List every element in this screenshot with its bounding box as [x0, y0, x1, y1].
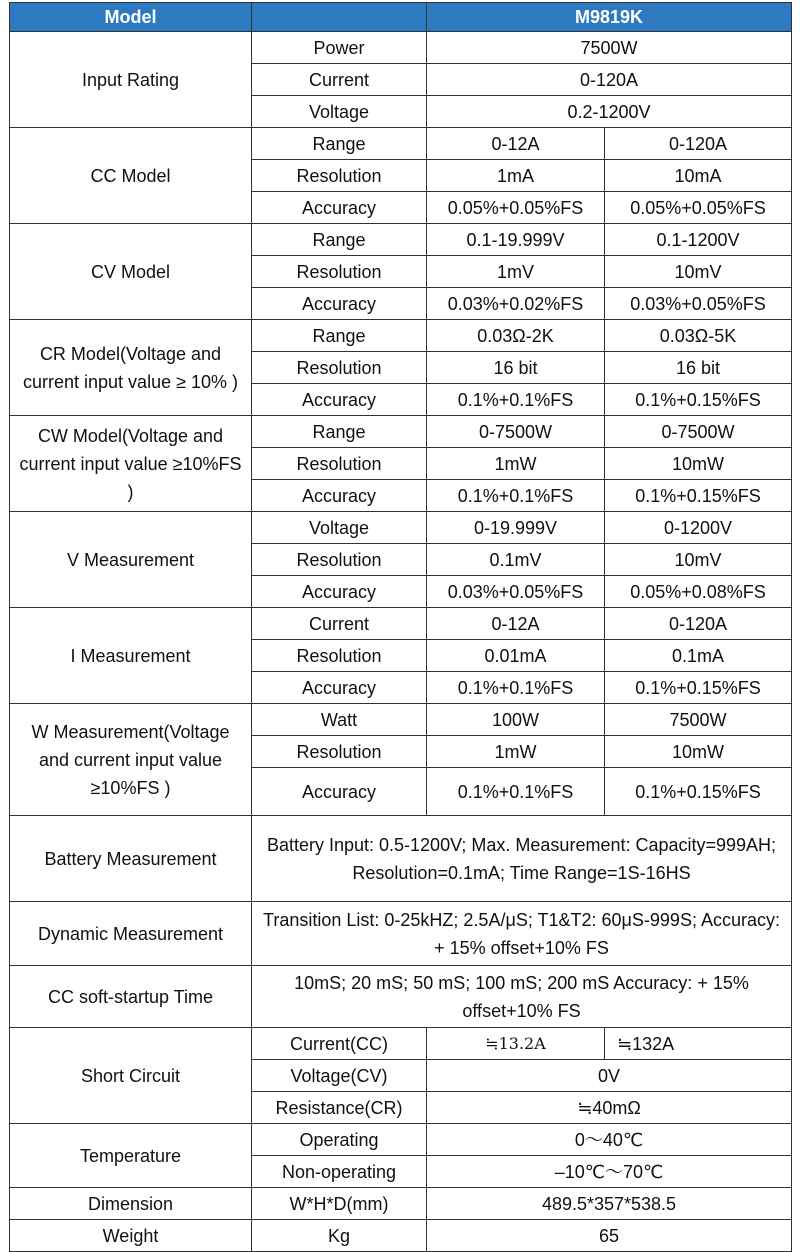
- dynamic-measurement-label: Dynamic Measurement: [10, 902, 252, 966]
- value-cell: 0-7500W: [605, 416, 792, 448]
- value-cell: 0.03Ω-5K: [605, 320, 792, 352]
- i-measurement-label: I Measurement: [10, 608, 252, 704]
- value-cell: ≒13.2A: [427, 1028, 605, 1060]
- value-cell: 0V: [427, 1060, 792, 1092]
- battery-measurement-value: Battery Input: 0.5-1200V; Max. Measurement: Capacity=999AH; Resolution=0.1mA; Time Range=1S-16HS: [252, 816, 792, 902]
- cw-model-label: CW Model(Voltage and current input value ≥10%FS ): [10, 416, 252, 512]
- param-label: Resolution: [252, 352, 427, 384]
- weight-label: Weight: [10, 1220, 252, 1252]
- param-label: Accuracy: [252, 672, 427, 704]
- value-cell: 0.2-1200V: [427, 96, 792, 128]
- value-cell: ≒132A: [605, 1028, 792, 1060]
- value-cell: 0-12A: [427, 608, 605, 640]
- wm-row-watt: [10, 704, 792, 736]
- short-row-cc: [10, 1028, 792, 1060]
- param-label: Accuracy: [252, 288, 427, 320]
- dimension-row: [10, 1188, 792, 1220]
- param-label: Watt: [252, 704, 427, 736]
- value-cell: 10mW: [605, 448, 792, 480]
- param-label: Range: [252, 128, 427, 160]
- cv-model-label: CV Model: [10, 224, 252, 320]
- param-label: Non-operating: [252, 1156, 427, 1188]
- weight-row: [10, 1220, 792, 1252]
- value-cell: –10℃～70℃: [427, 1156, 792, 1188]
- header-model-name: M9819K: [427, 3, 792, 32]
- param-label: Range: [252, 416, 427, 448]
- value-cell: 0.1mV: [427, 544, 605, 576]
- value-cell: 10mA: [605, 160, 792, 192]
- value-cell: 1mA: [427, 160, 605, 192]
- value-cell: 0.03Ω-2K: [427, 320, 605, 352]
- dimension-label: Dimension: [10, 1188, 252, 1220]
- value-cell: 0.1-19.999V: [427, 224, 605, 256]
- value-cell: 0.1-1200V: [605, 224, 792, 256]
- param-label: Accuracy: [252, 576, 427, 608]
- value-cell: 0.1mA: [605, 640, 792, 672]
- header-row: [10, 3, 792, 32]
- softstart-row: [10, 966, 792, 1028]
- param-label: Accuracy: [252, 480, 427, 512]
- battery-measurement-label: Battery Measurement: [10, 816, 252, 902]
- battery-row: [10, 816, 792, 902]
- value-cell: 0.1%+0.1%FS: [427, 384, 605, 416]
- value-cell: 0～40℃: [427, 1124, 792, 1156]
- param-label: Range: [252, 320, 427, 352]
- param-label: Resolution: [252, 160, 427, 192]
- value-cell: 0.01mA: [427, 640, 605, 672]
- param-label: Voltage(CV): [252, 1060, 427, 1092]
- value-cell: 489.5*357*538.5: [427, 1188, 792, 1220]
- value-cell: 10mV: [605, 256, 792, 288]
- v-measurement-label: V Measurement: [10, 512, 252, 608]
- value-cell: 0.1%+0.1%FS: [427, 480, 605, 512]
- dynamic-row: [10, 902, 792, 966]
- value-cell: 100W: [427, 704, 605, 736]
- value-cell: 0.1%+0.15%FS: [605, 672, 792, 704]
- spec-table: [9, 2, 792, 1252]
- param-label: Accuracy: [252, 192, 427, 224]
- param-label: Voltage: [252, 512, 427, 544]
- cc-model-label: CC Model: [10, 128, 252, 224]
- value-cell: 10mV: [605, 544, 792, 576]
- value-cell: 0-120A: [605, 128, 792, 160]
- param-label: W*H*D(mm): [252, 1188, 427, 1220]
- param-label: Accuracy: [252, 384, 427, 416]
- param-label: Current: [252, 608, 427, 640]
- value-cell: 0.1%+0.15%FS: [605, 480, 792, 512]
- temperature-label: Temperature: [10, 1124, 252, 1188]
- value-cell: 0-12A: [427, 128, 605, 160]
- input-rating-label: Input Rating: [10, 32, 252, 128]
- value-cell: 0-120A: [427, 64, 792, 96]
- param-label: Resolution: [252, 256, 427, 288]
- dynamic-measurement-value: Transition List: 0-25kHZ; 2.5A/μS; T1&T2: 60μS-999S; Accuracy: + 15% offset+10% FS: [252, 902, 792, 966]
- param-label: Accuracy: [252, 768, 427, 816]
- value-cell: 16 bit: [605, 352, 792, 384]
- value-cell: 7500W: [605, 704, 792, 736]
- value-cell: 0.1%+0.15%FS: [605, 384, 792, 416]
- value-cell: 0.03%+0.02%FS: [427, 288, 605, 320]
- vm-row-voltage: [10, 512, 792, 544]
- im-row-current: [10, 608, 792, 640]
- value-cell: 0.05%+0.05%FS: [427, 192, 605, 224]
- value-cell: 0.05%+0.08%FS: [605, 576, 792, 608]
- cr-row-range: [10, 320, 792, 352]
- value-cell: 0.1%+0.1%FS: [427, 672, 605, 704]
- value-cell: 7500W: [427, 32, 792, 64]
- value-cell: 16 bit: [427, 352, 605, 384]
- value-cell: 65: [427, 1220, 792, 1252]
- value-cell: 0.03%+0.05%FS: [605, 288, 792, 320]
- param-label: Resistance(CR): [252, 1092, 427, 1124]
- value-cell: 1mW: [427, 448, 605, 480]
- value-cell: 0.03%+0.05%FS: [427, 576, 605, 608]
- value-cell: 0.1%+0.15%FS: [605, 768, 792, 816]
- short-circuit-label: Short Circuit: [10, 1028, 252, 1124]
- cr-model-label: CR Model(Voltage and current input value ≥ 10% ): [10, 320, 252, 416]
- param-label: Resolution: [252, 448, 427, 480]
- param-label: Current: [252, 64, 427, 96]
- value-cell: ≒40mΩ: [427, 1092, 792, 1124]
- header-blank: [252, 3, 427, 32]
- cc-row-range: [10, 128, 792, 160]
- param-label: Range: [252, 224, 427, 256]
- value-cell: 0.1%+0.1%FS: [427, 768, 605, 816]
- param-label: Power: [252, 32, 427, 64]
- cw-row-range: [10, 416, 792, 448]
- header-model: Model: [10, 3, 252, 32]
- value-cell: 0-7500W: [427, 416, 605, 448]
- value-cell: 0-1200V: [605, 512, 792, 544]
- param-label: Resolution: [252, 640, 427, 672]
- param-label: Operating: [252, 1124, 427, 1156]
- value-cell: 0.05%+0.05%FS: [605, 192, 792, 224]
- value-cell: 0-19.999V: [427, 512, 605, 544]
- cv-row-range: [10, 224, 792, 256]
- param-label: Kg: [252, 1220, 427, 1252]
- param-label: Resolution: [252, 544, 427, 576]
- value-cell: 1mW: [427, 736, 605, 768]
- cc-soft-startup-value: 10mS; 20 mS; 50 mS; 100 mS; 200 mS Accuracy: + 15% offset+10% FS: [252, 966, 792, 1028]
- temp-row-operating: [10, 1124, 792, 1156]
- value-cell: 0-120A: [605, 608, 792, 640]
- w-measurement-label: W Measurement(Voltage and current input value ≥10%FS ): [10, 704, 252, 816]
- value-cell: 10mW: [605, 736, 792, 768]
- param-label: Resolution: [252, 736, 427, 768]
- input-row-power: [10, 32, 792, 64]
- param-label: Current(CC): [252, 1028, 427, 1060]
- param-label: Voltage: [252, 96, 427, 128]
- cc-soft-startup-label: CC soft-startup Time: [10, 966, 252, 1028]
- value-cell: 1mV: [427, 256, 605, 288]
